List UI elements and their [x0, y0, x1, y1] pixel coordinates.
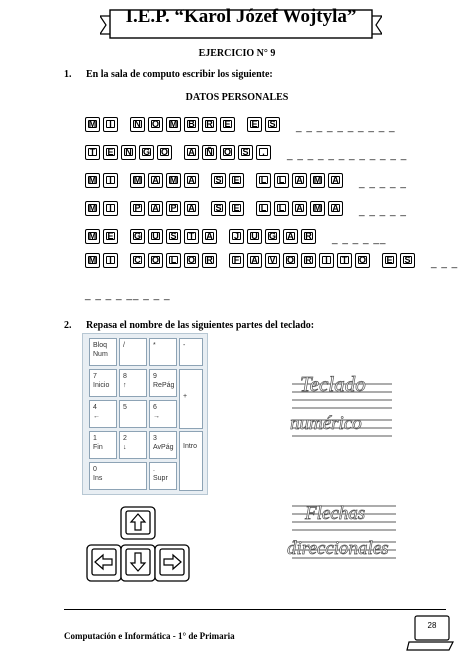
keycap: [139, 145, 154, 160]
keycap: [166, 173, 181, 188]
keycap-letter: R: [305, 231, 312, 241]
keycap-letter: I: [325, 255, 328, 265]
keycap: [148, 173, 163, 188]
handwriting-flechas: Flechas: [305, 503, 366, 524]
keycap-letter: I: [109, 255, 112, 265]
keycap-letter: A: [188, 175, 195, 185]
keycap: [148, 117, 163, 132]
keycap: [229, 201, 244, 216]
keycap: [274, 173, 289, 188]
keycap-row: [85, 229, 386, 247]
keycap: [130, 117, 145, 132]
key-plus: +: [179, 369, 203, 429]
keycap-letter: L: [170, 255, 177, 265]
keycap-letter: A: [152, 175, 159, 185]
keycap: [202, 117, 217, 132]
keycap-letter: S: [404, 255, 411, 265]
keycap: [229, 173, 244, 188]
keycap: [229, 229, 244, 244]
keycap-letter: M: [88, 231, 97, 241]
keycap-letter: O: [151, 119, 159, 129]
keycap: [400, 253, 415, 268]
key-5: 5: [119, 400, 147, 428]
keycap: [166, 117, 181, 132]
keycap: [256, 201, 271, 216]
keycap: [166, 201, 181, 216]
keycap: [85, 229, 100, 244]
keycap-letter: A: [296, 175, 303, 185]
key-2-down: 2 ↓: [119, 431, 147, 459]
keycap-letter: I: [109, 119, 112, 129]
key-8-up: 8 ↑: [119, 369, 147, 397]
keycap: [247, 117, 262, 132]
keycap-letter: L: [278, 203, 285, 213]
keycap-letter: S: [215, 203, 222, 213]
keycap-letter: R: [206, 255, 213, 265]
keycap: [283, 253, 298, 268]
keycap: [310, 201, 325, 216]
keycap: [184, 117, 199, 132]
footer-text: Computación e Informática - 1° de Primaria: [64, 631, 235, 641]
keycap: [328, 173, 343, 188]
keycap: [121, 145, 136, 160]
keycap: [103, 173, 118, 188]
keycap: [292, 173, 307, 188]
keycap: [184, 253, 199, 268]
keycap-letter: E: [251, 119, 258, 129]
keycap: [211, 201, 226, 216]
school-title: I.E.P. “Karol Józef Wojtyla”: [125, 6, 357, 27]
keycap: [103, 229, 118, 244]
keycap: [301, 253, 316, 268]
handwriting-numerico: numérico: [290, 413, 362, 434]
keycap-letter: E: [386, 255, 393, 265]
keycap-letter: U: [152, 231, 159, 241]
keycap: [85, 173, 100, 188]
laptop-icon: [405, 614, 457, 654]
question-2-number: 2.: [64, 320, 72, 331]
question-1-number: 1.: [64, 69, 72, 80]
keycap-letter: E: [233, 175, 240, 185]
keycap-letter: A: [251, 255, 258, 265]
keycap: [211, 173, 226, 188]
question-1-text: En la sala de computo escribir los siguiente:: [86, 69, 273, 80]
key-intro: Intro: [179, 431, 203, 491]
keycap-letter: .: [262, 147, 265, 157]
keycap: [202, 145, 217, 160]
keycap: [148, 201, 163, 216]
key-asterisk: *: [149, 338, 177, 366]
keycap: [355, 253, 370, 268]
keycap-letter: P: [170, 203, 177, 213]
footer-rule: [64, 609, 446, 610]
key-bloq-num: Bloq Num: [89, 338, 117, 366]
keycap-letter: T: [89, 147, 96, 157]
answer-blank: _ _ _ _ _ _ _ _ _ _: [296, 122, 396, 133]
answer-blank: _ _ _: [431, 258, 459, 269]
keycap: [220, 117, 235, 132]
key-minus: -: [179, 338, 203, 366]
keycap-letter: R: [206, 119, 213, 129]
keycap-letter: M: [313, 203, 322, 213]
keycap-letter: L: [278, 175, 285, 185]
keycap: [103, 117, 118, 132]
keycap: [202, 229, 217, 244]
datos-personales-title: DATOS PERSONALES: [185, 92, 289, 103]
keycap-letter: P: [134, 203, 141, 213]
keycap-letter: M: [88, 175, 97, 185]
keycap: [184, 145, 199, 160]
keycap-letter: S: [269, 119, 276, 129]
keycap: [184, 201, 199, 216]
keycap-row: [85, 145, 407, 163]
keycap: [103, 201, 118, 216]
keycap: [382, 253, 397, 268]
keycap-letter: I: [109, 203, 112, 213]
keycap-letter: T: [341, 255, 348, 265]
keycap: [301, 229, 316, 244]
exercise-title: EJERCICIO N° 9: [198, 48, 276, 59]
answer-blank: _ _ _ _ _: [359, 178, 407, 189]
keycap: [247, 253, 262, 268]
keycap-letter: A: [152, 203, 159, 213]
keycap: [130, 253, 145, 268]
keycap-row: [85, 201, 407, 219]
extra-blank-line: _ _ _ _ __ _ _ _: [85, 290, 171, 301]
keycap-letter: I: [109, 175, 112, 185]
keycap: [202, 253, 217, 268]
keycap: [166, 253, 181, 268]
page-number: 28: [427, 621, 437, 630]
keycap-letter: G: [142, 147, 150, 157]
keycap-letter: S: [242, 147, 249, 157]
keycap: [337, 253, 352, 268]
keycap-letter: L: [260, 203, 267, 213]
keycap: [184, 173, 199, 188]
keycap: [247, 229, 262, 244]
keycap-letter: Ñ: [206, 147, 213, 157]
keycap: [310, 173, 325, 188]
arrow-keys-image: [85, 505, 205, 585]
keycap-letter: A: [332, 203, 339, 213]
keycap: [265, 229, 280, 244]
key-slash: /: [119, 338, 147, 366]
keycap: [328, 201, 343, 216]
keycap-letter: B: [188, 119, 195, 129]
keycap-letter: G: [268, 231, 276, 241]
key-4-left: 4 ←: [89, 400, 117, 428]
keycap: [130, 173, 145, 188]
keycap: [148, 229, 163, 244]
keycap-letter: E: [107, 147, 114, 157]
keycap-letter: N: [125, 147, 132, 157]
keycap-letter: R: [305, 255, 312, 265]
keycap-letter: A: [296, 203, 303, 213]
keycap: [265, 253, 280, 268]
keycap: [85, 201, 100, 216]
keycap-letter: F: [233, 255, 240, 265]
keycap: [130, 201, 145, 216]
keycap-letter: E: [224, 119, 231, 129]
keycap-letter: J: [233, 231, 239, 241]
keycap: [148, 253, 163, 268]
keycap-letter: A: [287, 231, 294, 241]
keycap-letter: T: [188, 231, 195, 241]
key-9-repag: 9 RePág: [149, 369, 177, 397]
keycap-letter: U: [251, 231, 258, 241]
question-2: [64, 320, 314, 331]
keycap-letter: A: [188, 203, 195, 213]
keycap-letter: O: [358, 255, 366, 265]
keycap-letter: O: [223, 147, 231, 157]
keycap: [256, 145, 271, 160]
keycap-row: [85, 117, 396, 135]
keycap: [220, 145, 235, 160]
keycap-letter: A: [206, 231, 213, 241]
key-7-inicio: 7 Inicio: [89, 369, 117, 397]
keycap-letter: G: [133, 231, 141, 241]
keycap-letter: V: [269, 255, 276, 265]
handwriting-teclado: Teclado: [300, 372, 366, 396]
keycap-letter: A: [332, 175, 339, 185]
keycap-letter: M: [88, 203, 97, 213]
keycap: [85, 117, 100, 132]
keycap-letter: S: [215, 175, 222, 185]
question-2-text: Repasa el nombre de las siguientes partes del teclado:: [86, 320, 315, 331]
keycap-letter: E: [233, 203, 240, 213]
keycap-letter: A: [188, 147, 195, 157]
keycap: [292, 201, 307, 216]
handwriting-direccionales: direccionales: [287, 538, 389, 559]
keycap: [265, 117, 280, 132]
keycap: [85, 253, 100, 268]
keycap: [157, 145, 172, 160]
keycap: [274, 201, 289, 216]
keycap-letter: O: [187, 255, 195, 265]
key-3-avpag: 3 AvPág: [149, 431, 177, 459]
key-6-right: 6 →: [149, 400, 177, 428]
keycap-letter: C: [134, 255, 141, 265]
keycap: [283, 229, 298, 244]
keycap-letter: M: [133, 175, 142, 185]
keycap-letter: O: [160, 147, 168, 157]
keycap-letter: M: [88, 119, 97, 129]
question-1: [64, 69, 273, 80]
keycap-letter: L: [260, 175, 267, 185]
keycap: [256, 173, 271, 188]
keycap-letter: M: [169, 119, 178, 129]
keycap-letter: M: [169, 175, 178, 185]
keycap-letter: S: [170, 231, 177, 241]
key-dot-supr: . Supr: [149, 462, 177, 490]
keycap-letter: M: [88, 255, 97, 265]
keycap-row: [85, 253, 458, 271]
keycap-letter: O: [286, 255, 294, 265]
keycap: [166, 229, 181, 244]
keycap: [319, 253, 334, 268]
numeric-keypad-image: [82, 333, 208, 495]
answer-blank: _ _ _ _ __: [332, 234, 387, 245]
keycap-letter: E: [107, 231, 114, 241]
key-1-fin: 1 Fin: [89, 431, 117, 459]
keycap-row: [85, 173, 407, 191]
key-0-ins: 0 Ins: [89, 462, 147, 490]
keycap: [184, 229, 199, 244]
keycap: [229, 253, 244, 268]
keycap: [103, 145, 118, 160]
answer-blank: _ _ _ _ _ _ _ _ _ _ _ _: [287, 150, 408, 161]
keycap: [85, 145, 100, 160]
keycap: [238, 145, 253, 160]
keycap-letter: O: [151, 255, 159, 265]
keycap: [130, 229, 145, 244]
answer-blank: _ _ _ _ _: [359, 206, 407, 217]
keycap: [103, 253, 118, 268]
keycap-letter: N: [134, 119, 141, 129]
keycap-letter: M: [313, 175, 322, 185]
